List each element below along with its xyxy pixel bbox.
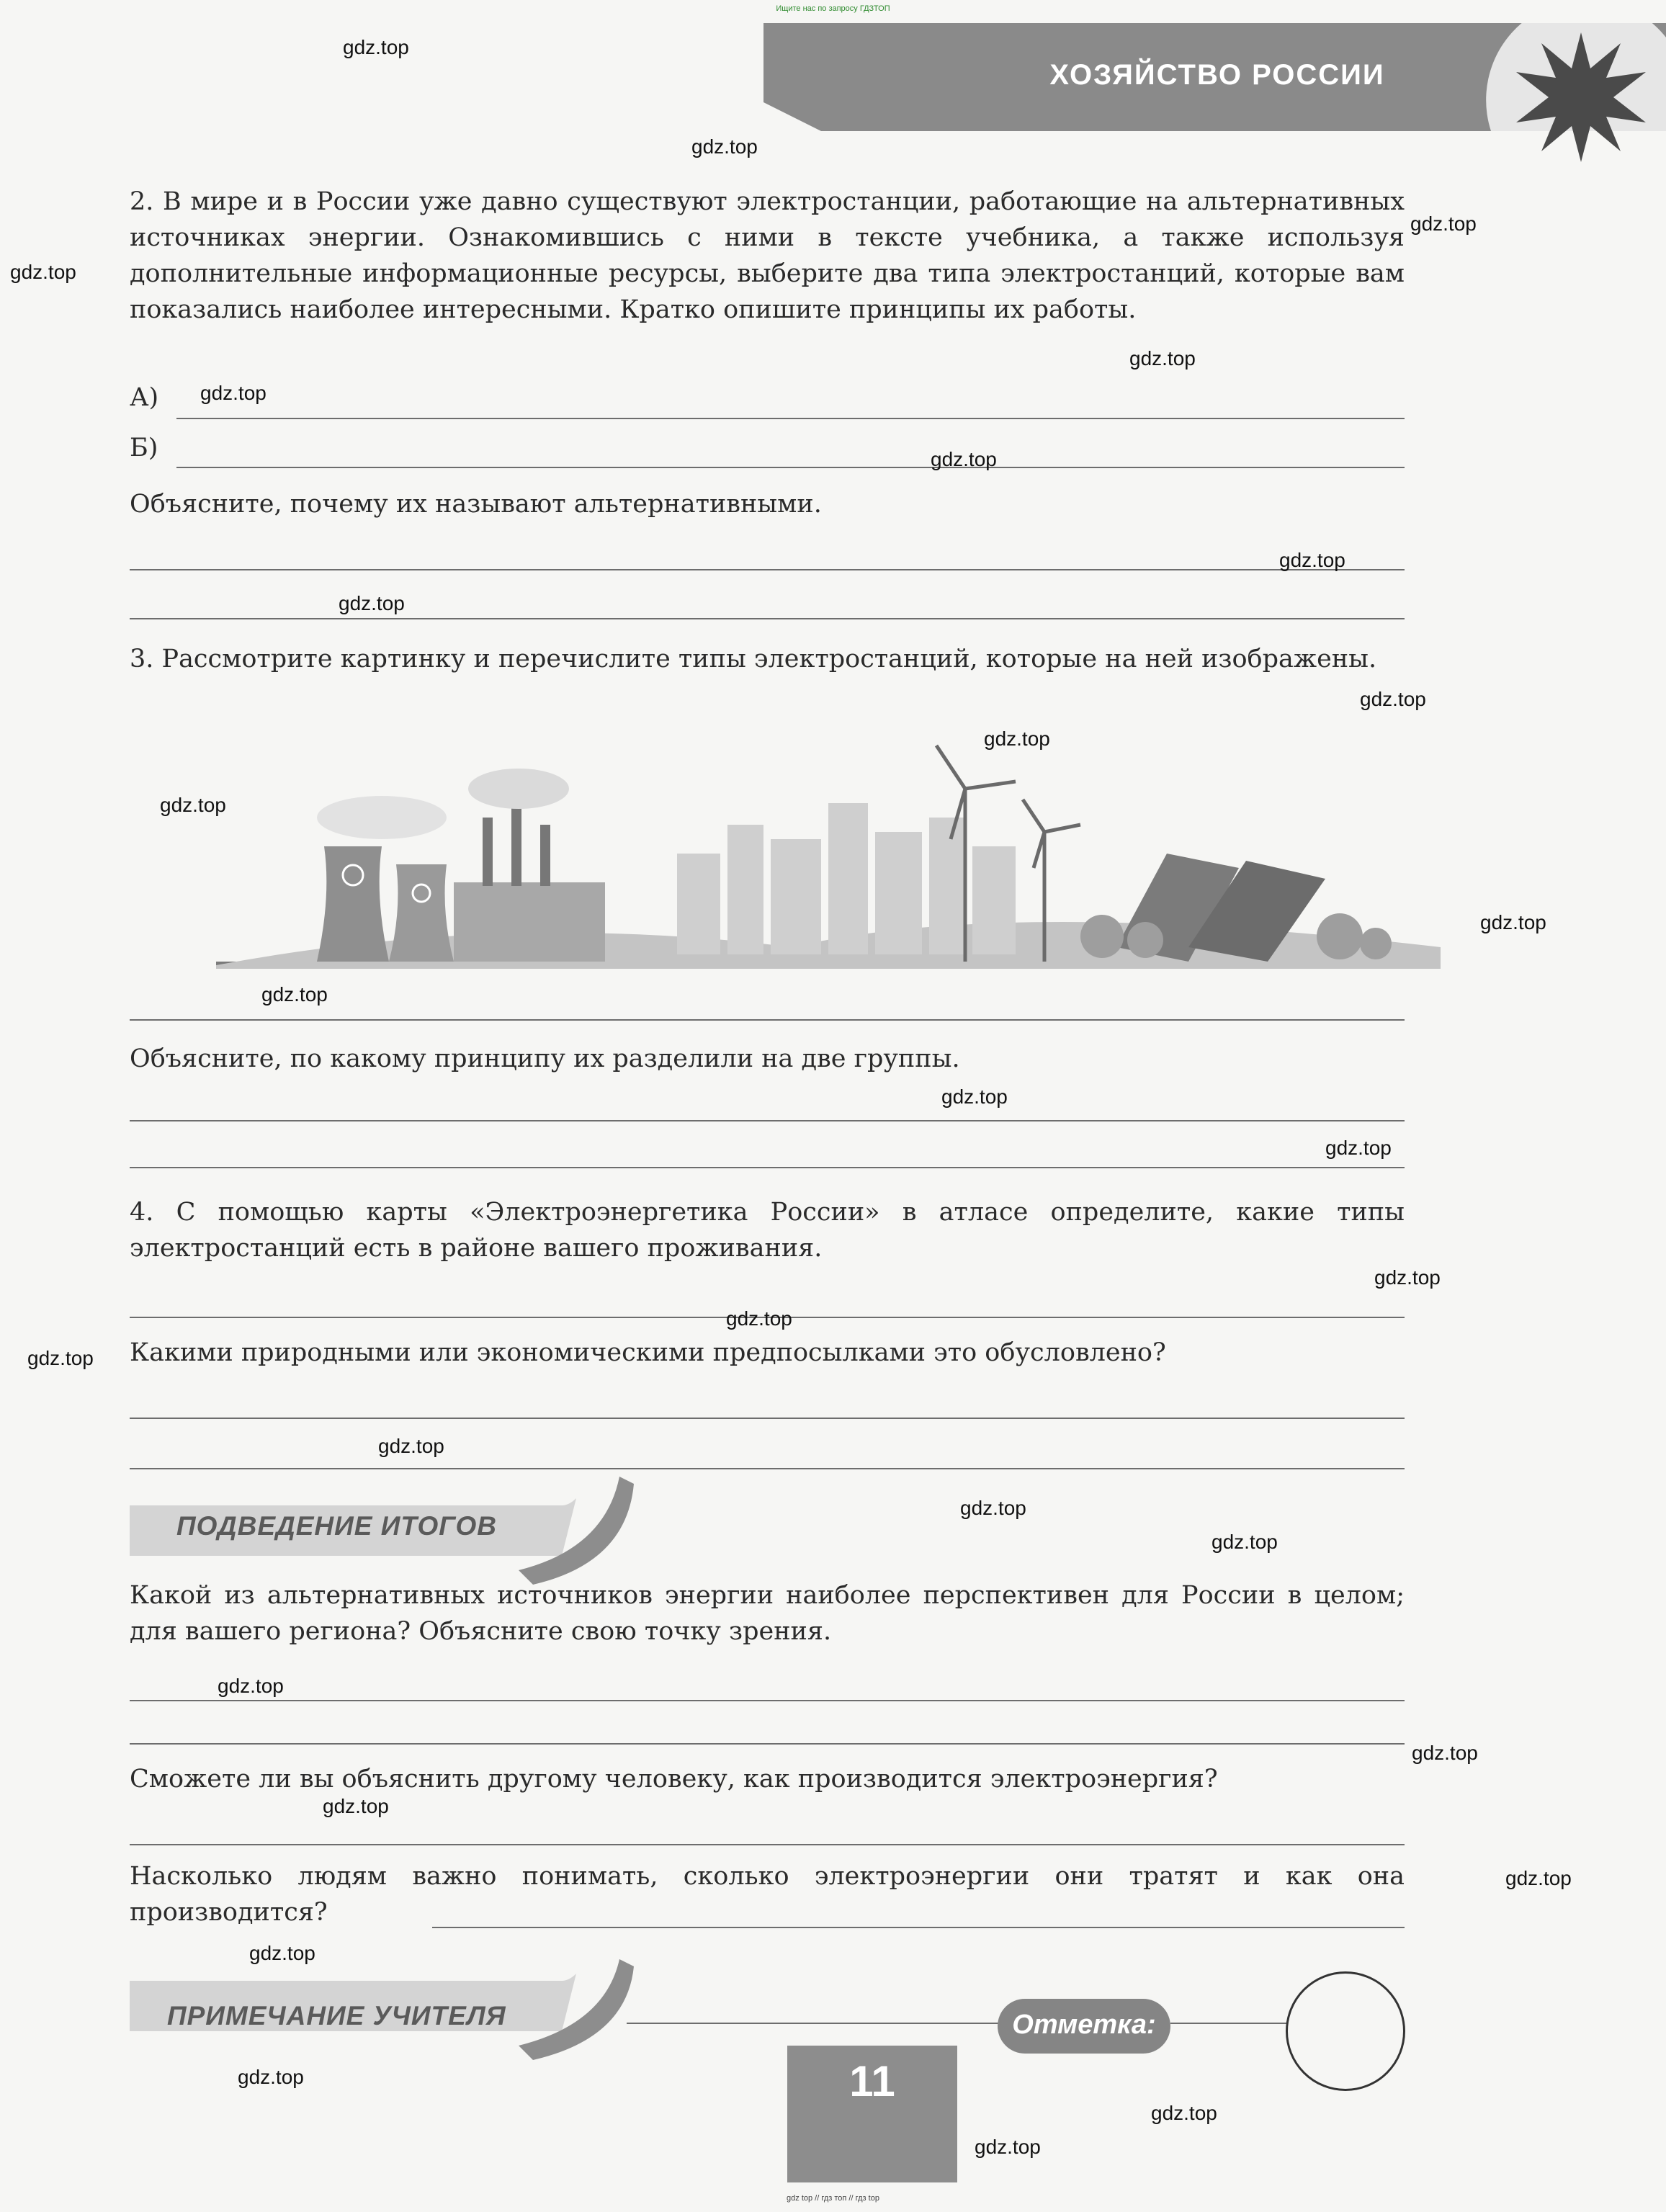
- summary-answer-line-3[interactable]: [130, 1844, 1405, 1845]
- watermark: gdz.top: [10, 261, 76, 283]
- watermark: gdz.top: [1129, 347, 1196, 370]
- watermark: gdz.top: [218, 1675, 284, 1697]
- watermark: gdz.top: [249, 1942, 315, 1964]
- watermark: gdz.top: [1480, 911, 1546, 933]
- watermark: gdz.top: [1505, 1867, 1572, 1889]
- watermark: gdz.top: [160, 794, 226, 816]
- watermark: gdz.top: [200, 382, 267, 404]
- watermark: gdz.top: [691, 135, 758, 158]
- watermark: gdz.top: [1279, 549, 1345, 571]
- watermark: gdz.top: [261, 983, 328, 1006]
- watermark: gdz.top: [1412, 1742, 1478, 1764]
- answer-b-line[interactable]: [176, 467, 1405, 468]
- task-3-text: 3. Рассмотрите картинку и перечислите типы электростанций, которые на ней изображены.: [130, 645, 1377, 673]
- task-2-text: 2. В мире и в России уже давно существуют электростанции, работающие на альтернативных источниках энергии. Ознакомившись с ними в тексте учебника, а также используя дополнительные информационные ресурсы, выберите два типа электростанций, которые вам показались наиболее интересными. Кратко опишите принципы их работы.: [130, 187, 1405, 324]
- task-4-question: Какими природными или экономическими предпосылками это обусловлено?: [130, 1338, 1166, 1367]
- watermark: gdz.top: [1374, 1266, 1441, 1289]
- watermark: gdz.top: [931, 448, 997, 470]
- watermark: gdz.top: [984, 727, 1050, 750]
- answer-a-line[interactable]: [176, 418, 1405, 419]
- watermark: gdz.top: [1212, 1531, 1278, 1553]
- teacher-note-title: ПРИМЕЧАНИЕ УЧИТЕЛЯ: [167, 2001, 506, 2030]
- watermark: gdz.top: [1360, 688, 1426, 710]
- task-2-question: Объясните, почему их называют альтернативными.: [130, 490, 822, 519]
- task-4-text: 4. С помощью карты «Электроэнергетика России» в атласе определите, какие типы электростанций есть в районе вашего проживания.: [130, 1198, 1405, 1263]
- watermark: gdz.top: [343, 36, 409, 58]
- top-note: Ищите нас по запросу ГДЗТОП: [776, 4, 890, 13]
- summary-answer-line-1[interactable]: [130, 1700, 1405, 1701]
- summary-question-1: Какой из альтернативных источников энергии наиболее перспективен для России в целом; для вашего региона? Объясните свою точку зрения.: [130, 1581, 1405, 1646]
- task-4-answer-line-3[interactable]: [130, 1468, 1405, 1469]
- watermark: gdz.top: [726, 1307, 792, 1330]
- answer-a-label: А): [130, 383, 159, 412]
- summary-question-2: Сможете ли вы объяснить другому человеку, как производится электроэнергия?: [130, 1765, 1218, 1794]
- header-title: ХОЗЯЙСТВО РОССИИ: [1049, 59, 1385, 91]
- watermark: gdz.top: [960, 1497, 1026, 1519]
- star-icon: [1513, 29, 1649, 166]
- task-3-answer-line-2[interactable]: [130, 1120, 1405, 1121]
- watermark: gdz.top: [975, 2136, 1041, 2158]
- summary-title: ПОДВЕДЕНИЕ ИТОГОВ: [176, 1511, 497, 1541]
- watermark: gdz.top: [339, 592, 405, 614]
- teacher-note-line[interactable]: [627, 2023, 1001, 2024]
- answer-b-label: Б): [130, 434, 158, 462]
- power-plants-illustration: [216, 731, 1441, 976]
- summary-question-3: Насколько людям важно понимать, сколько электроэнергии они тратят и как она производится?: [130, 1862, 1405, 1927]
- task-3-answer-line-1[interactable]: [130, 1019, 1405, 1021]
- watermark: gdz.top: [1410, 212, 1477, 235]
- task-2-answer-line-1[interactable]: [130, 569, 1405, 570]
- watermark: gdz.top: [941, 1085, 1008, 1108]
- mark-circle[interactable]: [1286, 1971, 1405, 2091]
- summary-answer-line-4[interactable]: [432, 1927, 1405, 1928]
- mark-line: [1170, 2023, 1289, 2024]
- watermark: gdz.top: [1151, 2102, 1217, 2124]
- watermark: gdz.top: [1325, 1137, 1392, 1159]
- task-3-answer-line-3[interactable]: [130, 1167, 1405, 1168]
- watermark: gdz.top: [323, 1795, 389, 1817]
- bottom-note: gdz top // гдз топ // гдз top: [787, 2194, 879, 2203]
- page-number: 11: [849, 2057, 895, 2105]
- mark-label: Отметка:: [1012, 2010, 1156, 2040]
- watermark: gdz.top: [27, 1347, 94, 1369]
- watermark: gdz.top: [378, 1435, 444, 1457]
- task-2-answer-line-2[interactable]: [130, 618, 1405, 619]
- task-3-question: Объясните, по какому принципу их разделили на две группы.: [130, 1044, 960, 1073]
- summary-answer-line-2[interactable]: [130, 1743, 1405, 1745]
- watermark: gdz.top: [238, 2066, 304, 2088]
- task-4-answer-line-2[interactable]: [130, 1418, 1405, 1419]
